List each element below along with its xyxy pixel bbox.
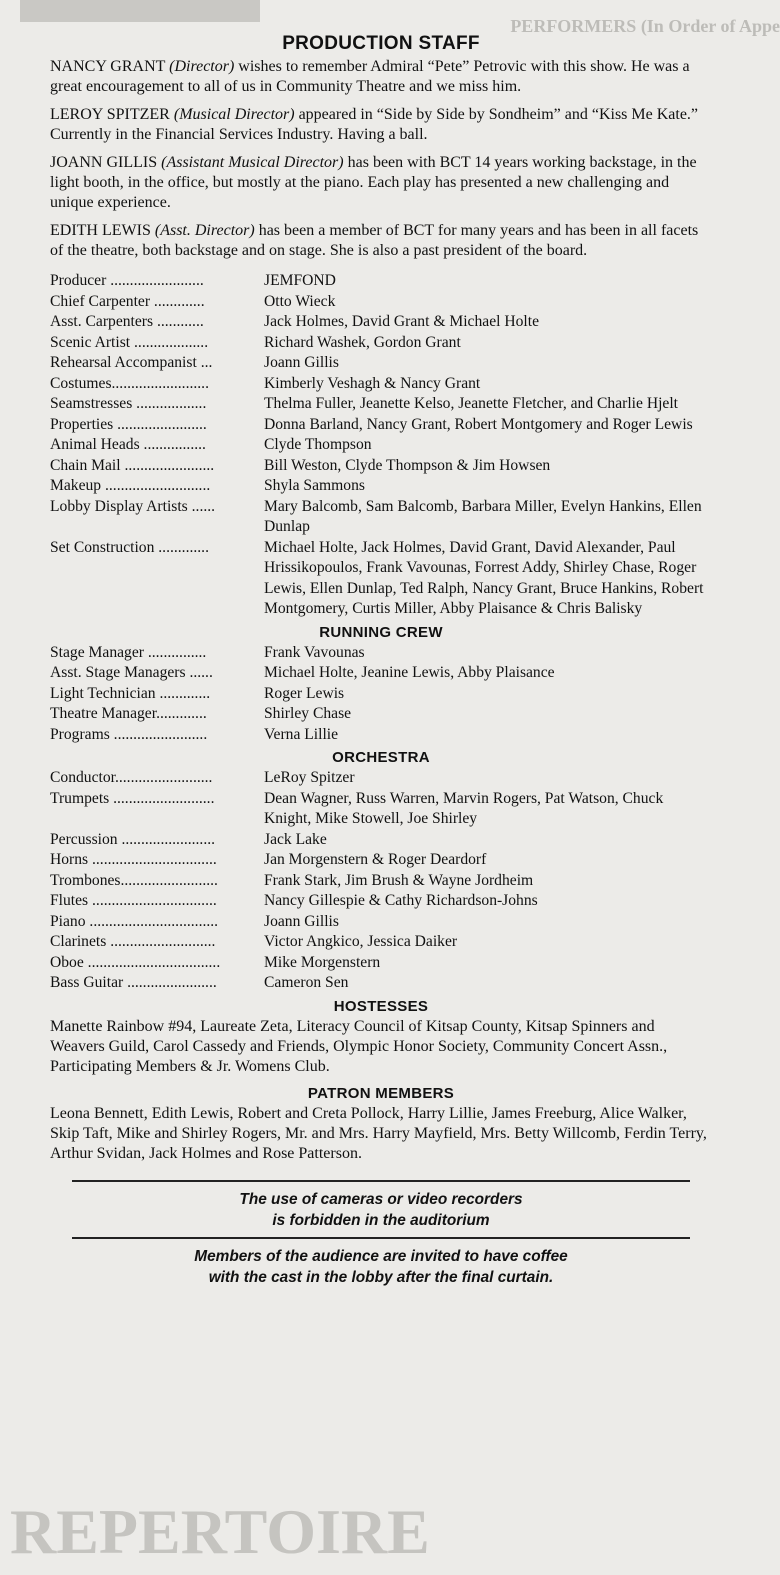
- credit-row: [50, 271, 712, 292]
- bio-role: (Asst. Director): [154, 222, 255, 239]
- credit-value: Victor Angkico, Jessica Daiker: [264, 933, 458, 950]
- credit-row: [50, 871, 712, 892]
- bio-role: (Musical Director): [173, 106, 295, 123]
- credit-value: Nancy Gillespie & Cathy Richardson-Johns: [264, 892, 538, 909]
- credit-value: LeRoy Spitzer: [264, 769, 355, 786]
- bio-paragraph: [50, 105, 712, 145]
- credit-row: [50, 953, 712, 974]
- credit-row: [50, 374, 712, 395]
- credit-label: Programs ........................: [50, 725, 208, 743]
- credit-row: [50, 538, 712, 620]
- bio-paragraph: [50, 57, 712, 97]
- credit-value: Joann Gillis: [264, 912, 339, 930]
- credit-value: Mike Morgenstern: [264, 953, 381, 971]
- bio-name: JOANN GILLIS: [50, 154, 158, 171]
- coffee-notice-line: with the cast in the lobby after the final curtain.: [208, 1268, 554, 1286]
- credit-label: Chain Mail .......................: [50, 456, 215, 474]
- bio-name: NANCY GRANT: [50, 58, 166, 75]
- credit-row: [50, 456, 712, 477]
- credit-row: [50, 643, 712, 664]
- camera-notice: [50, 1182, 712, 1237]
- bio-role: (Director): [169, 58, 235, 75]
- credit-row: [50, 973, 712, 994]
- credit-value: Roger Lewis: [264, 684, 345, 702]
- credit-row: [50, 850, 712, 871]
- bio-paragraph: [50, 221, 712, 261]
- credit-label: Costumes.........................: [50, 374, 209, 392]
- credit-row: [50, 704, 712, 725]
- credit-label: Horns ................................: [50, 851, 217, 868]
- coffee-notice: [50, 1239, 712, 1288]
- bio-name: EDITH LEWIS: [50, 222, 151, 239]
- credit-row: [50, 768, 712, 789]
- credit-row: [50, 912, 712, 933]
- hostesses-text: Manette Rainbow #94, Laureate Zeta, Literacy Council of Kitsap County, Kitsap Spinners and Weavers Guild, Carol Cassedy and Friends, Olympic Honor Society, Community Concert Assn., Participating Members & Jr. Womens Club.: [50, 1017, 668, 1075]
- credit-label: Theatre Manager.............: [50, 705, 207, 722]
- running-crew-credits: [50, 643, 712, 746]
- credit-value: Donna Barland, Nancy Grant, Robert Montgomery and Roger Lewis: [264, 415, 693, 433]
- credit-value: Mary Balcomb, Sam Balcomb, Barbara Miller, Evelyn Hankins, Ellen Dunlap: [264, 497, 702, 535]
- credit-label: Properties .......................: [50, 415, 207, 433]
- credit-row: [50, 725, 712, 746]
- credit-value: Michael Holte, Jack Holmes, David Grant, David Alexander, Paul Hrissikopoulos, Frank Vavounas, Forrest Addy, Shirley Chase, Roger Lewis, Ellen Dunlap, Ted Ralph, Nancy Grant, Bruce Hankins, Robert Montgomery, Curtis Miller, Abby Plaisance & Chris Balisky: [264, 538, 704, 617]
- bio-text: has been with BCT 14 years working backstage, in the light booth, in the office, but mostly at the piano. Each play has presented a new challenging and unique experience.: [50, 154, 697, 211]
- bleed-through-text: PERFORMERS (In Order of Appe: [510, 16, 780, 36]
- credit-label: Stage Manager ...............: [50, 643, 207, 661]
- camera-notice-line: The use of cameras or video recorders: [239, 1190, 523, 1208]
- bio-role: (Assistant Musical Director): [161, 154, 344, 171]
- credit-value: Michael Holte, Jeanine Lewis, Abby Plaisance: [264, 664, 555, 681]
- bleed-through-text: REPERTOIRE: [10, 1496, 430, 1567]
- credit-label: Trombones.........................: [50, 871, 218, 889]
- bio-text: wishes to remember Admiral “Pete” Petrovic with this show. He was a great encouragement to all of us in Community Theatre and we miss him.: [50, 58, 690, 95]
- section-heading-patron-members: PATRON MEMBERS: [307, 1084, 455, 1102]
- credit-label: Percussion ........................: [50, 830, 216, 848]
- credit-row: [50, 353, 712, 374]
- credit-row: [50, 663, 712, 684]
- credit-row: [50, 312, 712, 333]
- credit-label: Animal Heads ................: [50, 436, 206, 453]
- credit-row: [50, 830, 712, 851]
- credit-value: Jan Morgenstern & Roger Deardorf: [264, 851, 487, 868]
- credit-value: Jack Holmes, David Grant & Michael Holte: [264, 313, 539, 330]
- credit-row: [50, 292, 712, 313]
- credit-label: Set Construction .............: [50, 538, 209, 556]
- credit-value: Jack Lake: [264, 830, 327, 848]
- credit-row: [50, 789, 712, 830]
- credit-label: Bass Guitar .......................: [50, 974, 217, 991]
- credit-label: Seamstresses ..................: [50, 395, 207, 412]
- credit-row: [50, 684, 712, 705]
- credit-label: Piano .................................: [50, 912, 219, 930]
- credit-row: [50, 415, 712, 436]
- credit-value: Shirley Chase: [264, 705, 352, 722]
- credit-value: Verna Lillie: [264, 725, 339, 743]
- credit-value: Frank Vavounas: [264, 643, 365, 661]
- coffee-notice-line: Members of the audience are invited to have coffee: [194, 1247, 568, 1265]
- credit-label: Chief Carpenter .............: [50, 292, 205, 310]
- credit-value: Shyla Sammons: [264, 477, 365, 494]
- credit-value: Joann Gillis: [264, 354, 339, 371]
- audience-notices: [50, 1180, 712, 1288]
- credit-label: Scenic Artist ...................: [50, 333, 209, 351]
- credit-row: [50, 497, 712, 538]
- bio-paragraph: [50, 153, 712, 213]
- credit-label: Asst. Stage Managers ......: [50, 664, 213, 681]
- credit-label: Asst. Carpenters ............: [50, 313, 204, 330]
- credit-label: Producer ........................: [50, 272, 204, 289]
- program-page: [50, 0, 712, 1288]
- credit-label: Flutes ................................: [50, 892, 217, 909]
- patron-members-text: Leona Bennett, Edith Lewis, Robert and Creta Pollock, Harry Lillie, James Freeburg, Alice Walker, Skip Taft, Mike and Shirley Rogers, Mr. and Mrs. Harry Mayfield, Mrs. Betty Willcomb, Ferdin Terry, Arthur Svidan, Jack Holmes and Rose Patterson.: [50, 1104, 707, 1162]
- credit-value: JEMFOND: [264, 272, 336, 289]
- camera-notice-line: is forbidden in the auditorium: [272, 1211, 490, 1229]
- credit-value: Otto Wieck: [264, 292, 336, 310]
- section-heading-hostesses: HOSTESSES: [333, 997, 429, 1015]
- credit-label: Light Technician .............: [50, 684, 211, 702]
- credit-row: [50, 476, 712, 497]
- page-title: PRODUCTION STAFF: [282, 33, 480, 54]
- bios: [50, 57, 712, 261]
- credit-label: Lobby Display Artists ......: [50, 497, 216, 515]
- credit-label: Makeup ...........................: [50, 477, 211, 494]
- staff-credits: [50, 271, 712, 620]
- credit-value: Richard Washek, Gordon Grant: [264, 333, 461, 351]
- credit-row: [50, 333, 712, 354]
- credit-value: Thelma Fuller, Jeanette Kelso, Jeanette Fletcher, and Charlie Hjelt: [264, 395, 679, 412]
- bio-text: appeared in “Side by Side by Sondheim” and “Kiss Me Kate.” Currently in the Financial Services Industry. Having a ball.: [50, 106, 699, 143]
- bio-text: has been a member of BCT for many years and has been in all facets of the theatre, both backstage and on stage. She is also a past president of the board.: [50, 222, 699, 259]
- section-heading-running-crew: RUNNING CREW: [319, 623, 443, 641]
- credit-row: [50, 435, 712, 456]
- credit-row: [50, 891, 712, 912]
- credit-value: Dean Wagner, Russ Warren, Marvin Rogers, Pat Watson, Chuck Knight, Mike Stowell, Joe Shirley: [264, 789, 664, 827]
- credit-value: Bill Weston, Clyde Thompson & Jim Howsen: [264, 456, 551, 474]
- credit-value: Frank Stark, Jim Brush & Wayne Jordheim: [264, 871, 534, 889]
- credit-label: Oboe ..................................: [50, 953, 221, 971]
- section-heading-orchestra: ORCHESTRA: [332, 749, 430, 766]
- credit-label: Trumpets ..........................: [50, 789, 215, 807]
- bio-name: LEROY SPITZER: [50, 106, 170, 123]
- credit-value: Clyde Thompson: [264, 436, 372, 453]
- credit-row: [50, 394, 712, 415]
- credit-row: [50, 932, 712, 953]
- credit-label: Clarinets ...........................: [50, 933, 216, 950]
- credit-value: Cameron Sen: [264, 974, 349, 991]
- credit-label: Rehearsal Accompanist ...: [50, 354, 213, 371]
- orchestra-credits: [50, 768, 712, 994]
- credit-value: Kimberly Veshagh & Nancy Grant: [264, 374, 481, 392]
- credit-label: Conductor.........................: [50, 769, 213, 786]
